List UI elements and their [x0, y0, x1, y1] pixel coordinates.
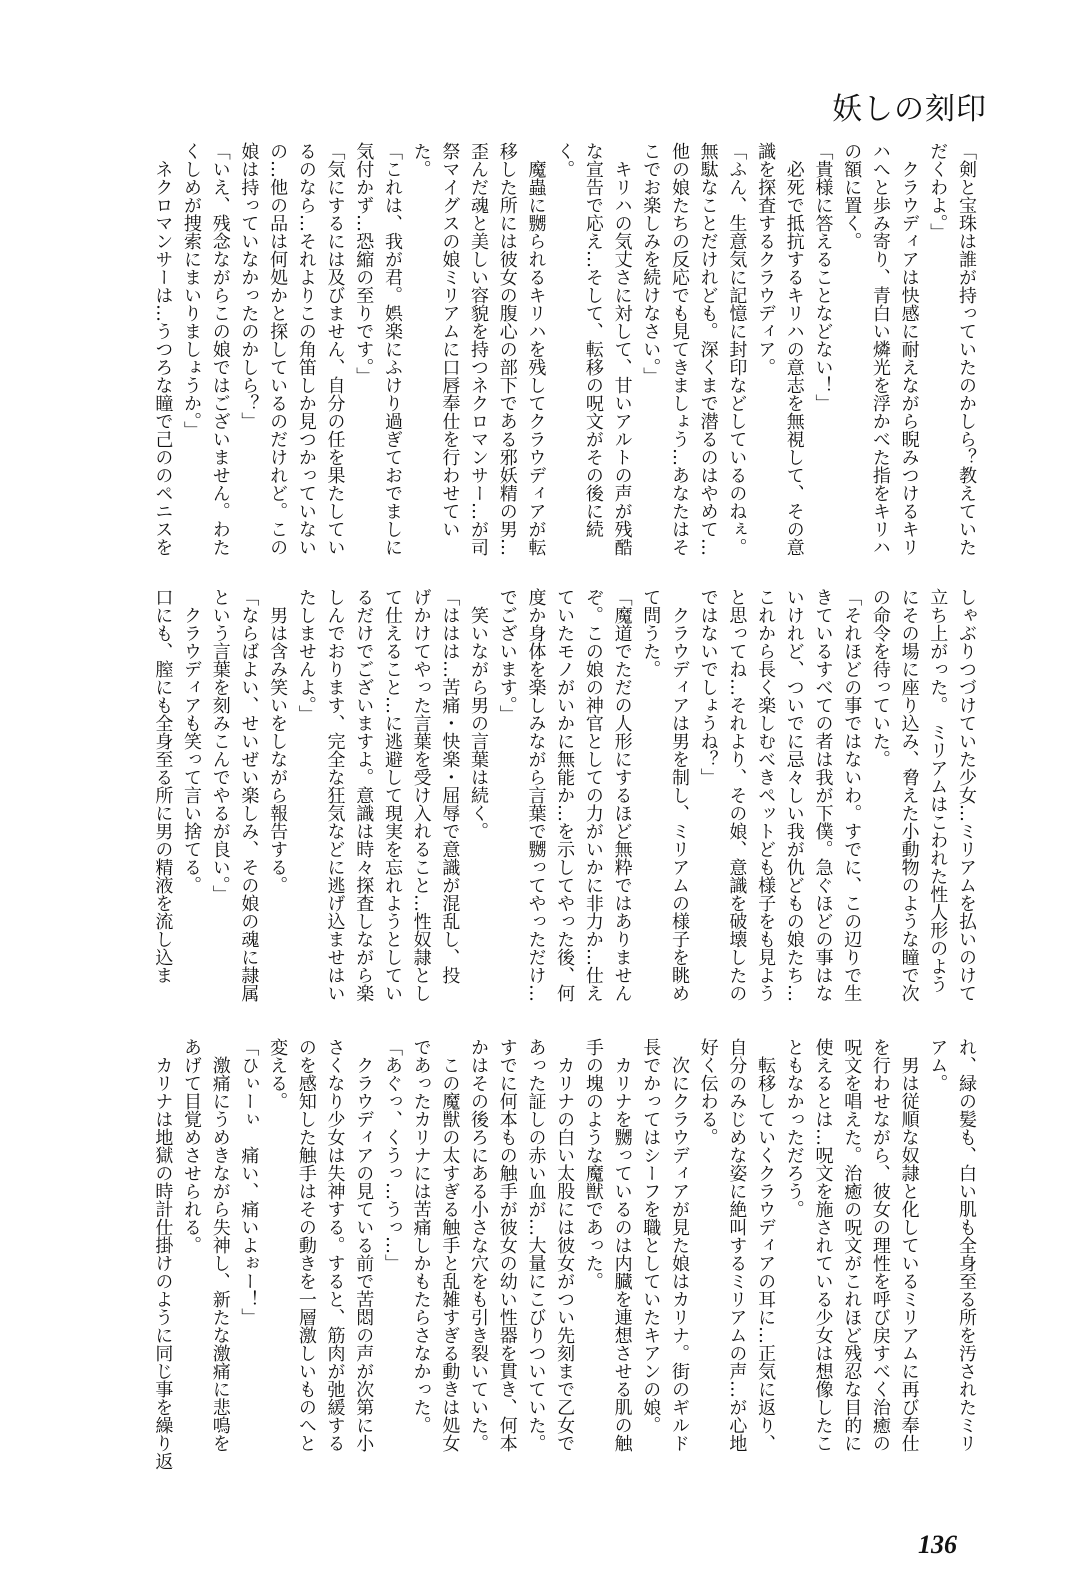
text-line: 気付かず…恐縮の至りです。」	[353, 142, 375, 385]
text-line: 「ふん、生意気に記憶に封印などしているのねぇ。	[726, 142, 748, 556]
text-line: 歪んだ魂と美しい容貌を持つネクロマンサー…が司	[468, 142, 490, 556]
text-line: 「ひぃーぃ 痛い、痛いよぉー！」	[238, 1038, 260, 1326]
text-line: きているすべての者は我が下僕。急ぐほどの事はな	[812, 588, 834, 1002]
text-line: ていたモノがいかに無能か…を示してやった後、何	[554, 588, 576, 1002]
text-line: 転移していくクラウディアの耳に…正気に返り、	[755, 1038, 777, 1452]
text-line: にその場に座り込み、脅えた小動物のような瞳で次	[898, 588, 920, 1002]
text-line: 魔蟲に嬲られるキリハを残してクラウディアが転	[525, 142, 547, 556]
text-line: 「いえ、残念ながらこの娘ではございません。わた	[209, 142, 231, 556]
text-line: これから長く楽しむべきペットども様子をも見よう	[755, 588, 777, 1002]
text-line: 「これは、我が君。娯楽にふけり過ぎておでましに	[381, 142, 403, 556]
text-line: と思ってね…それより、その娘、意識を破壊したの	[726, 588, 748, 1002]
text-tier-bottom	[90, 1038, 980, 1468]
text-line: この魔獣の太すぎる触手と乱雑すぎる動きは処女	[439, 1038, 461, 1452]
page-number: 136	[918, 1530, 957, 1559]
page-title: 妖しの刻印	[832, 92, 987, 127]
text-line: 「気にするには及びません、自分の任を果たしてい	[324, 142, 346, 556]
text-line: 娘は持っていなかったのかしら？」	[238, 142, 260, 430]
text-line: であったカリナには苦痛しかもたらさなかった。	[410, 1038, 432, 1434]
text-line: だくわよ。」	[927, 142, 949, 241]
text-line: アム。	[927, 1038, 949, 1092]
text-line: こでお楽しみを続けなさい。」	[640, 142, 662, 385]
text-line: ハへと歩み寄り、青白い燐光を浮かべた指をキリハ	[869, 142, 891, 556]
text-line: 祭マイグスの娘ミリアムに口唇奉仕を行わせてい	[439, 142, 461, 538]
text-line: クラウディアは快感に耐えながら睨みつけるキリ	[898, 142, 920, 556]
text-line: く。	[554, 142, 576, 178]
text-line: 識を探査するクラウディア。	[755, 142, 777, 376]
text-line: キリハの気丈さに対して、甘いアルトの声が残酷	[611, 142, 633, 556]
text-line: 使えるとは…呪文を施されている少女は想像したこ	[812, 1038, 834, 1452]
text-line: カリナは地獄の時計仕掛けのように同じ事を繰り返	[152, 1038, 174, 1470]
text-line: 「あぐっ、くうっ…うっ…」	[381, 1038, 403, 1272]
text-line: カリナの白い太股には彼女がつい先刻まで乙女で	[554, 1038, 576, 1452]
text-line: 「ならばよい、せいぜい楽しみ、その娘の魂に隷属	[238, 588, 260, 1002]
text-line: るだけでございますよ。意識は時々探査しながら楽	[353, 588, 375, 1002]
text-line: れ、緑の髪も、白い肌も全身至る所を汚されたミリ	[956, 1038, 977, 1452]
text-line: 変える。	[267, 1038, 289, 1110]
text-line: さくなり少女は失神する。すると、筋肉が弛緩する	[324, 1038, 346, 1452]
text-tier-top	[90, 142, 980, 572]
text-line: のを感知した触手はその動きを一層激しいものへと	[295, 1038, 317, 1452]
text-line: ともなかっただろう。	[783, 1038, 805, 1218]
text-line: たしませんよ。」	[295, 588, 317, 723]
text-line: るのなら…それよりこの角笛しか見つかっていない	[295, 142, 317, 556]
text-line: ではないでしょうね？」	[697, 588, 719, 786]
text-line: ぞ。この娘の神官としての力がいかに非力か…仕え	[582, 588, 604, 1002]
text-line: しゃぶりつづけていた少女…ミリアムを払いのけて	[956, 588, 977, 1002]
text-line: あげて目覚めさせられる。	[181, 1038, 203, 1254]
text-line: 「それほどの事ではないわ。すでに、この辺りで生	[841, 588, 863, 1002]
text-line: を行わせながら、彼女の理性を呼び戻すべく治癒の	[869, 1038, 891, 1452]
text-line: ネクロマンサーは…うつろな瞳で己ののペニスを	[152, 142, 174, 556]
text-line: 立ち上がった。 ミリアムはこわれた性人形のよう	[927, 588, 949, 993]
text-line: 必死で抵抗するキリハの意志を無視して、その意	[783, 142, 805, 556]
text-line: 笑いながら男の言葉は続く。	[468, 588, 490, 840]
text-line: 「貴様に答えることなどない！」	[812, 142, 834, 412]
text-line: な宣告で応え…そして、転移の呪文がその後に続	[582, 142, 604, 538]
text-line: くしめが捜索にまいりましょうか。」	[181, 142, 203, 439]
text-line: という言葉を刻みこんでやるが良い。」	[209, 588, 231, 903]
text-line: の…他の品は何処かと探しているのだけれど。この	[267, 142, 289, 556]
text-line: クラウディアの見ている前で苦悶の声が次第に小	[353, 1038, 375, 1452]
text-line: クラウディアは男を制し、ミリアムの様子を眺め	[668, 588, 690, 1002]
text-line: 激痛にうめきながら失神し、新たな激痛に悲鳴を	[209, 1038, 231, 1452]
text-line: た。	[410, 142, 432, 178]
text-line: 「剣と宝珠は誰が持っていたのかしら？教えていた	[956, 142, 977, 556]
text-line: 無駄なことだけれども。深くまで潜るのはやめて…	[697, 142, 719, 556]
text-line: 長でかってはシーフを職としていたキアンの娘。	[640, 1038, 662, 1434]
text-line: 次にクラウディアが見た娘はカリナ。街のギルド	[668, 1038, 690, 1452]
text-line: て問うた。	[640, 588, 662, 678]
text-line: 他の娘たちの反応でも見てきましょう…あなたはそ	[668, 142, 690, 556]
text-line: の額に置く。	[841, 142, 863, 250]
text-line: げかけてやった言葉を受け入れること…性奴隷とし	[410, 588, 432, 1002]
text-line: の命令を待っていた。	[869, 588, 891, 768]
text-line: 自分のみじめな姿に絶叫するミリアムの声…が心地	[726, 1038, 748, 1452]
text-line: クラウディアも笑って言い捨てる。	[181, 588, 203, 894]
text-line: でございます。」	[496, 588, 518, 723]
text-line: かはその後ろにある小さな穴をも引き裂いていた。	[468, 1038, 490, 1452]
text-line: 移した所には彼女の腹心の部下である邪妖精の男…	[496, 142, 518, 556]
text-line: しんでおります、完全な狂気などに逃げ込ませはい	[324, 588, 346, 1002]
text-line: 口にも、膣にも全身至る所に男の精液を流し込ま	[152, 588, 174, 984]
text-line: 男は含み笑いをしながら報告する。	[267, 588, 289, 894]
text-line: いけれど、ついでに忌々しい我が仇どもの娘たち…	[783, 588, 805, 1002]
text-line: カリナを嬲っているのは内臓を連想させる肌の触	[611, 1038, 633, 1452]
text-line: 「魔道でただの人形にするほど無粋ではありません	[611, 588, 633, 1002]
text-line: 度か身体を楽しみながら言葉で嬲ってやっただけ…	[525, 588, 547, 1002]
text-line: 好く伝わる。	[697, 1038, 719, 1146]
text-tier-middle	[90, 588, 980, 1018]
text-line: 呪文を唱えた。治癒の呪文がこれほど残忍な目的に	[841, 1038, 863, 1452]
text-line: あった証しの赤い血が…大量にこびりついていた。	[525, 1038, 547, 1452]
text-line: 男は従順な奴隷と化しているミリアムに再び奉仕	[898, 1038, 920, 1452]
text-line: て仕えること…に逃避して現実を忘れようとしてい	[381, 588, 403, 1002]
text-line: 手の塊のような魔獣であった。	[582, 1038, 604, 1290]
text-line: すでに何本もの触手が彼女の幼い性器を貫き、何本	[496, 1038, 518, 1452]
text-line: 「ははは…苦痛・快楽・屈辱で意識が混乱し、投	[439, 588, 461, 984]
